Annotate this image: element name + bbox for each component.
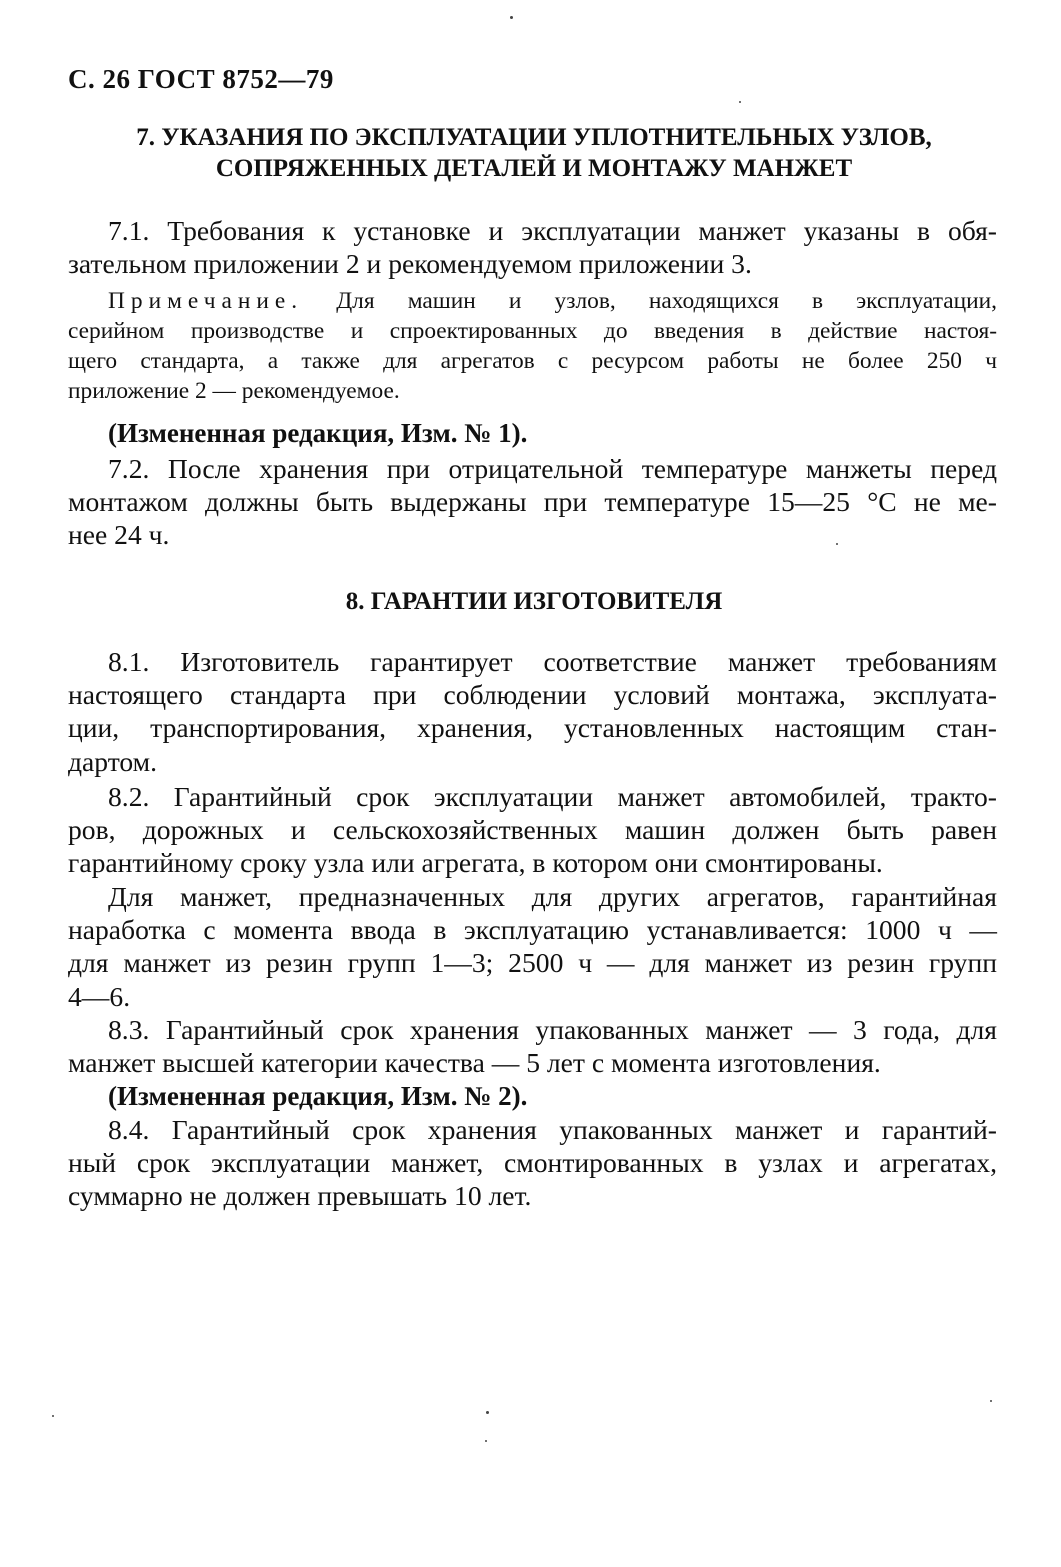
section-7-heading-line-2: СОПРЯЖЕННЫХ ДЕТАЛЕЙ И МОНТАЖУ МАНЖЕТ: [215, 155, 853, 182]
text-line: 8.4. Гарантийный срок хранения упакованных манжет и гарантий-: [108, 1114, 997, 1145]
text-line: [68, 286, 997, 316]
scan-speck: [990, 1400, 992, 1402]
scan-speck: [510, 16, 513, 19]
text-line: 7.1. Требования к установке и эксплуатации манжет указаны в обя-: [108, 215, 997, 246]
text-line: 8.1. Изготовитель гарантирует соответствие манжет требованиям: [108, 646, 997, 677]
text-line: зательном приложении 2 и рекомендуемом приложении 3.: [68, 248, 752, 280]
text-line: 7.2. После хранения при отрицательной температуре манжеты перед: [108, 453, 997, 484]
amendment-note-2: (Измененная редакция, Изм. № 2).: [108, 1081, 528, 1111]
text-line: ции, транспортирования, хранения, установленных настоящим стан-: [68, 712, 997, 744]
text-line: дартом.: [68, 745, 158, 777]
paragraph-8-4: [68, 1113, 997, 1213]
text-line: 4—6.: [68, 980, 131, 1012]
text-line: манжет высшей категории качества — 5 лет с момента изготовления.: [68, 1047, 881, 1079]
paragraph-8-3: [68, 1013, 997, 1079]
text-line: настоящего стандарта при соблюдении условий монтажа, эксплуата-: [68, 679, 997, 711]
text-line: нее 24 ч.: [68, 519, 170, 551]
text-line: ный срок эксплуатации манжет, смонтированных в узлах и агрегатах,: [68, 1147, 997, 1179]
note-label: Примечание.: [108, 288, 304, 314]
scan-speck: [486, 1411, 489, 1414]
text-line: наработка с момента ввода в эксплуатацию устанавливается: 1000 ч —: [68, 914, 997, 946]
scan-speck: [739, 101, 741, 103]
paragraph-8-2: [68, 780, 997, 880]
scan-speck: [485, 1440, 487, 1442]
paragraph-7-1: [68, 214, 997, 280]
paragraph-7-2: [68, 452, 997, 552]
text-line: монтажом должны быть выдержаны при температуре 15—25 °С не ме-: [68, 486, 997, 518]
text-line: гарантийному сроку узла или агрегата, в котором они смонтированы.: [68, 847, 883, 879]
note-first-line-text: Для машин и узлов, находящихся в эксплуатации,: [303, 288, 997, 314]
text-line: ров, дорожных и сельскохозяйственных машин должен быть равен: [68, 814, 997, 846]
scan-speck: [836, 543, 838, 545]
section-7-heading-line-1: 7. УКАЗАНИЯ ПО ЭКСПЛУАТАЦИИ УПЛОТНИТЕЛЬНЫХ УЗЛОВ,: [136, 124, 932, 151]
text-line: серийном производстве и спроектированных до введения в действие настоя-: [68, 318, 997, 344]
text-line: Для манжет, предназначенных для других агрегатов, гарантийная: [108, 881, 997, 912]
paragraph-8-1: [68, 645, 997, 778]
text-line: суммарно не должен превышать 10 лет.: [68, 1180, 532, 1212]
text-line: щего стандарта, а также для агрегатов с ресурсом работы не более 250 ч: [68, 348, 997, 374]
paragraph-8-2-continuation: [68, 880, 997, 1013]
text-line: 8.3. Гарантийный срок хранения упакованных манжет — 3 года, для: [108, 1014, 997, 1045]
amendment-note-1: (Измененная редакция, Изм. № 1).: [108, 418, 528, 448]
section-8-heading: 8. ГАРАНТИИ ИЗГОТОВИТЕЛЯ: [345, 588, 723, 615]
text-line: 8.2. Гарантийный срок эксплуатации манжет автомобилей, тракто-: [108, 781, 997, 812]
scan-speck: [52, 1415, 54, 1417]
running-head: С. 26 ГОСТ 8752—79: [68, 64, 334, 94]
text-line: приложение 2 — рекомендуемое.: [68, 378, 400, 404]
note-block: [68, 286, 997, 406]
text-line: для манжет из резин групп 1—3; 2500 ч — для манжет из резин групп: [68, 947, 997, 979]
